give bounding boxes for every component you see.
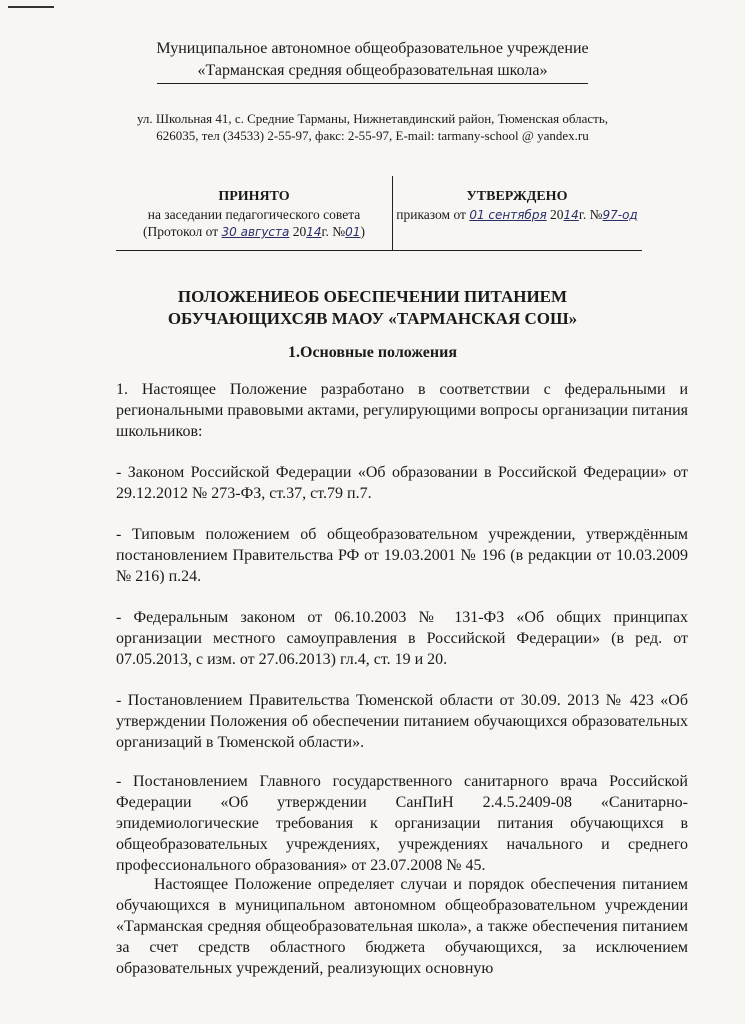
accepted-protocol-prefix: (Протокол от [143, 224, 219, 239]
org-header [0, 38, 745, 84]
address-line2: 626035, тел (34533) 2-55-97, факс: 2-55-97, E-mail: tarmany-school @ yandex.ru [156, 128, 589, 143]
paragraph: - Федеральным законом от 06.10.2003 № 131-ФЗ «Об общих принципах организации местного самоуправления в Российской Федерации» (в ред. от 07.05.2013, с изм. от 27.06.2013) гл.4, ст. 19 и 20. [116, 609, 688, 668]
approved-year-handwritten: 14 [563, 208, 579, 222]
approved-block [392, 176, 642, 251]
paragraph-intro [116, 379, 688, 442]
paragraph-law-education [116, 462, 688, 504]
accepted-date-handwritten: 30 августа [221, 225, 290, 239]
approved-num-handwritten: 97-од [602, 208, 638, 222]
paragraph: Настоящее Положение определяет случаи и порядок обеспечения питанием обучающихся в муниципальном автономном общеобразовательном учреждении «Тарманская средняя общеобразовательная школа», а также обеспечения питанием за счет средств областного бюджета обучающихся, за исключением образовательных учреждений, реализующих основную [116, 876, 688, 977]
approved-date-handwritten: 01 сентября [469, 208, 547, 222]
section-title: 1.Основные положения [288, 344, 457, 361]
paragraph-tyumen-resolution [116, 690, 688, 753]
accepted-close: ) [360, 224, 365, 239]
accepted-block [116, 176, 393, 251]
paragraph-typical-regulation [116, 524, 688, 587]
paragraph: - Постановлением Главного государственного санитарного врача Российской Федерации «Об утверждении СанПиН 2.4.5.2409-08 «Санитарно-эпидемиологические требования к организации питания обучающихся в общеобразовательных учреждениях, учреждениях начального и среднего профессионального образования» от 23.07.2008 № 45. [116, 773, 688, 874]
accepted-num-handwritten: 01 [345, 225, 361, 239]
approved-title: УТВЕРЖДЕНО [466, 189, 568, 204]
accepted-title: ПРИНЯТО [218, 189, 290, 204]
paragraph-federal-law-131 [116, 607, 688, 670]
paragraph-sanpin [116, 771, 688, 876]
approved-prefix: приказом от [396, 207, 466, 222]
title-line1: ПОЛОЖЕНИЕОБ ОБЕСПЕЧЕНИИ ПИТАНИЕМ [177, 287, 568, 306]
paragraph: 1. Настоящее Положение разработано в соответствии с федеральными и региональными правовыми актами, регулирующими вопросы организации питания школьников: [116, 381, 688, 440]
paragraph: - Постановлением Правительства Тюменской области от 30.09. 2013 № 423 «Об утверждении Положения об обеспечении питанием обучающихся образовательных организаций в Тюменской области». [116, 692, 688, 751]
accepted-line2 [116, 223, 392, 241]
org-name-line2: «Тарманская средняя общеобразовательная школа» [157, 60, 587, 84]
scan-edge-mark [8, 6, 54, 8]
accepted-year-handwritten: 14 [306, 225, 322, 239]
accepted-year-prefix: 20 [289, 224, 307, 239]
paragraph: - Типовым положением об общеобразовательном учреждении, утверждённым постановлением Правительства РФ от 19.03.2001 № 196 (в редакции от 10.03.2009 № 216) п.24. [116, 526, 688, 585]
approved-num-prefix: г. № [578, 207, 603, 222]
title-line2: ОБУЧАЮЩИХСЯВ МАОУ «ТАРМАНСКАЯ СОШ» [167, 309, 578, 328]
paragraph: - Законом Российской Федерации «Об образовании в Российской Федерации» от 29.12.2012 № 273-ФЗ, ст.37, ст.79 п.7. [116, 464, 688, 502]
org-address [0, 110, 745, 144]
address-line1: ул. Школьная 41, с. Средние Тарманы, Нижнетавдинский район, Тюменская область, [136, 111, 609, 126]
accepted-line1: на заседании педагогического совета [147, 207, 361, 222]
document-title [0, 286, 745, 330]
accepted-num-prefix: г. № [321, 224, 346, 239]
approved-line [392, 206, 642, 224]
paragraph-scope [116, 874, 688, 979]
approved-year-prefix: 20 [546, 207, 564, 222]
org-name-line1: Муниципальное автономное общеобразовательное учреждение [156, 40, 589, 57]
